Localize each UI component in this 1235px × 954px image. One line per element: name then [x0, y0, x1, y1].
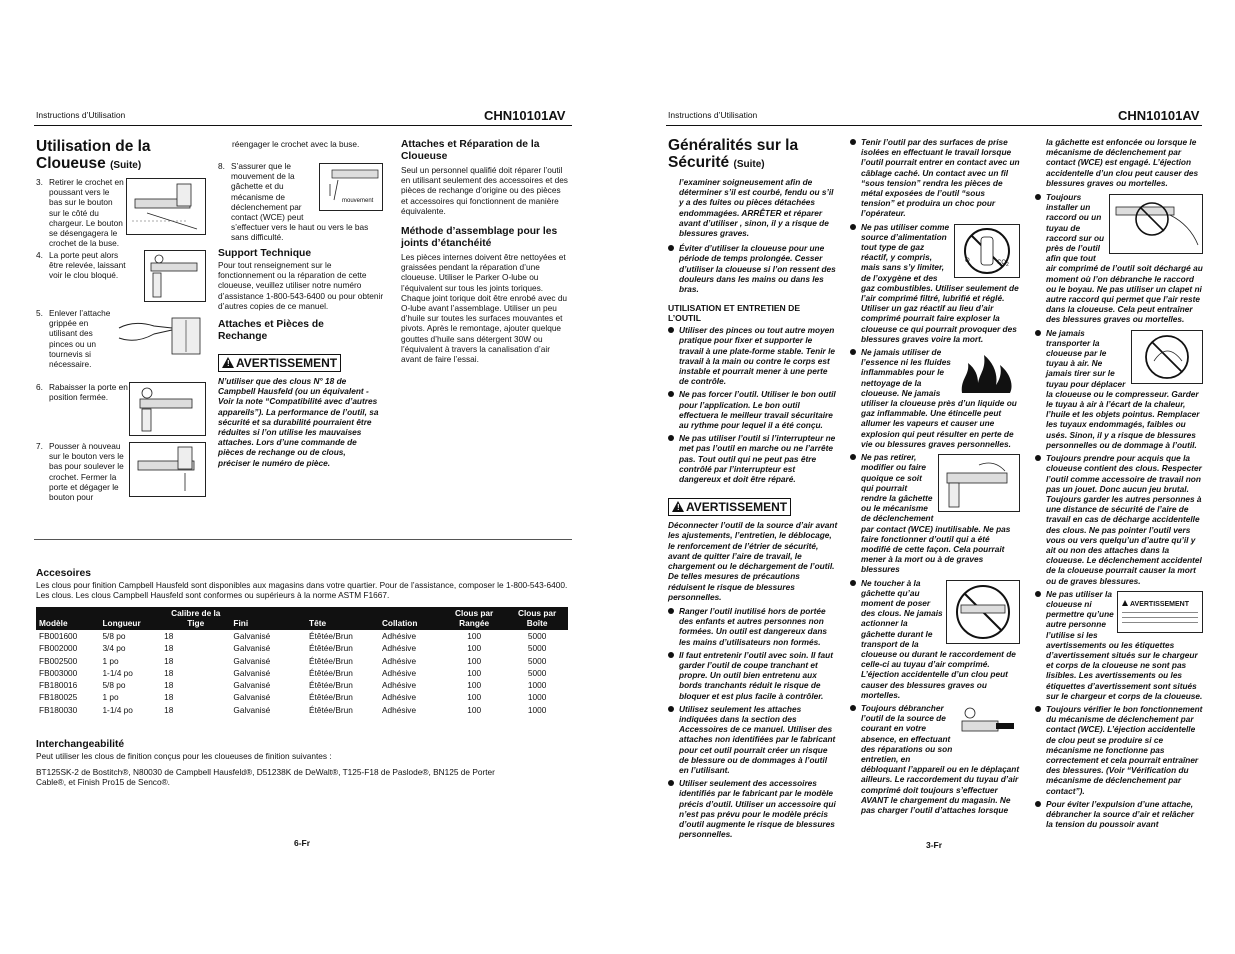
header-rule	[34, 125, 572, 126]
table-cell: Étêtée/Brun	[309, 680, 353, 691]
table-cell: Étêtée/Brun	[309, 667, 353, 678]
safety-column-1	[668, 137, 838, 842]
table-cell: 100	[467, 631, 482, 641]
page-header: Instructions d’Utilisation	[36, 110, 126, 120]
table-cell: 100	[467, 692, 482, 703]
table-cell: 1-1/4 po	[102, 704, 133, 715]
table-header-cell: Modèle	[36, 607, 99, 630]
table-row	[36, 691, 568, 703]
table-cell: Galvanisé	[233, 655, 271, 666]
table-cell: Adhésive	[381, 643, 417, 654]
table-cell: FB180016	[39, 680, 78, 691]
bullet-item: Ne pas retirer, modifier ou faire quoique ce soit qui pourrait rendre la gâchette ou le mécanisme de déclenchement par contact (WCE) inutilisable. Ne pas faire fonctionner d’outil qui a été modifié de cette façon. Cela pourrait mener à la mort ou à de graves blessures	[850, 452, 1020, 574]
bullet-item: Toujours vérifier le bon fonctionnement du mécanisme de déclenchement par contact (WCE). L’éjection accidentelle de clou peut se produire si ce mécanisme ne fonctionne pas correctement et cela pourrait entraîner des blessures. (Voir “Vérification du mécanisme de déclenchement par contact”).	[1035, 704, 1203, 796]
bullet-item: Ne toucher à la gâchette qu’au moment de poser des clous. Ne jamais actionner la gâchette durant le transport de la cloueuse ou durant le raccordement de celle-ci au tuyau d’air comprimé. L’éjection accidentelle d’un clou peut causer des blessures graves ou mortelles.	[850, 578, 1020, 700]
movement-label: mouvement	[342, 198, 374, 204]
table-cell: Galvanisé	[233, 631, 271, 641]
nailer-trigger-icon	[938, 454, 1020, 512]
table-cell: 100	[467, 704, 482, 715]
model-number: CHN10101AV	[1118, 108, 1200, 123]
nailer-figure-6	[129, 382, 206, 436]
page-number: 6-Fr	[294, 838, 311, 848]
table-cell: Étêtée/Brun	[309, 631, 353, 641]
bullet-item: Ne jamais transporter la cloueuse par le tuyau à air. Ne jamais tirer sur le tuyau pour déplacer la cloueuse ou le compresseur. Garder le tuyau à air à l’écart de la chaleur, l’huile et les objets pointus. Remplacer les tuyaux endommagés, faibles ou usés. Sinon, il y a risque de blessures personnelles ou de dommage à l’outil.	[1035, 328, 1203, 450]
table-cell: 1000	[527, 704, 547, 715]
table-cell: FB003000	[39, 667, 78, 678]
warning-badge: ! AVERTISSEMENT	[668, 498, 791, 516]
table-cell: 5/8 po	[102, 631, 126, 641]
warning-icon	[1122, 600, 1128, 606]
support-text: Pour tout renseignement sur le fonctionnement ou la réparation de cette cloueuse, veuillez utiliser notre numéro d’assistance 1-800-543-6400 ou pour obtenir d’autres copies de ce manuel.	[218, 260, 384, 311]
interchangeability-section	[36, 739, 570, 792]
interchangeability-text: Peut utiliser les clous de finition conçus pour les cloueuses de finition suivantes :	[36, 751, 332, 761]
table-cell: 3/4 po	[102, 643, 126, 654]
table-cell: Étêtée/Brun	[309, 643, 353, 654]
bullet-item: Utiliser des pinces ou tout autre moyen pratique pour fixer et supporter le travail à une plate-forme stable. Tenir le travail à la main ou contre le corps est instable et pourrait mener à une perte de contrôle.	[668, 325, 838, 386]
table-header-cell: Clous par Boîte	[506, 607, 568, 630]
table-cell: Étêtée/Brun	[309, 655, 353, 666]
table-cell: Étêtée/Brun	[309, 692, 353, 703]
support-section	[218, 248, 384, 472]
pliers-figure-5	[114, 310, 204, 358]
oxygen-label: O	[965, 257, 970, 264]
warning-icon: !	[672, 501, 684, 512]
table-cell: Adhésive	[381, 704, 417, 715]
bullet-item: Éviter d’utiliser la cloueuse pour une période de temps prolongée. Cesser d’utiliser la cloueuse si l’on ressent des douleurs dans les mains ou dans les bras.	[668, 243, 838, 294]
table-cell: 1000	[527, 692, 547, 703]
table-cell: 18	[164, 692, 174, 703]
repair-section	[401, 139, 569, 368]
section-title: Utilisation de la Cloueuse (Suite)	[36, 138, 151, 172]
warning-badge: ! AVERTISSEMENT	[218, 354, 341, 372]
table-cell: Galvanisé	[233, 704, 271, 715]
table-cell: 100	[467, 680, 482, 691]
table-cell: Galvanisé	[233, 692, 271, 703]
table-cell: Adhésive	[381, 667, 417, 678]
table-cell: FB180025	[39, 692, 78, 703]
header-rule	[666, 125, 1202, 126]
warning-text: Déconnecter l’outil de la source d’air avant les ajustements, l’entretien, le déblocage, le renforcement de l’étrier de sécurité, avant de quitter l’aire de travail, le chargement ou le déchargement de l’outil. De telles mesures de précautions réduisent le risque de blessures personnelles.	[668, 520, 838, 602]
trigger-movement-figure	[319, 163, 383, 211]
table-cell: Étêtée/Brun	[309, 704, 353, 715]
support-title: Support Technique	[218, 248, 312, 259]
model-number: CHN10101AV	[484, 108, 566, 123]
warning-icon: !	[222, 357, 234, 368]
table-row	[36, 655, 568, 667]
table-header-row	[36, 607, 568, 630]
bullet-item: Ne jamais utiliser de l’essence ni les fluides inflammables pour le nettoyage de la cloueuse. Ne jamais utiliser la cloueuse près d’un liquide ou gaz inflammable. Une étincelle peut allumer les vapeurs et causer une explosion qui peut résulter en perte de vie ou blessures graves personnelles.	[850, 347, 1020, 449]
safety-column-2	[850, 137, 1020, 818]
bullet-item: Toujours installer un raccord ou un tuyau de raccord sur ou près de l’outil afin que tout air comprimé de l’outil soit déchargé au moment où l’on débranche le raccord ou le boyau. Ne pas utiliser un clapet ni autre raccord qui permet que l’air reste dans la cloueuse. Cela peut entraîner des blessures graves ou mortelles.	[1035, 192, 1203, 325]
table-cell: 1 po	[102, 655, 119, 666]
bullet-item: Ne pas utiliser l’outil si l’interrupteur ne met pas l’outil en marche ou ne l’arrête pas. Tout outil qui ne peut pas être contrôlé par l’interrupteur est dangereux et doit être réparé.	[668, 433, 838, 484]
bullet-item: Toujours débrancher l’outil de la source de courant en votre absence, en effectuant des réparations ou son entretien, en débloquant l’appareil ou en le déplaçant ailleurs. Le raccordement du tuyau d’air comprimé doit toujours s’effectuer AVANT le chargement du magasin. Ne pas charger l’outil d’attaches lorsque	[850, 703, 1020, 815]
accessories-title: Accesoires	[36, 568, 91, 579]
table-cell: FB180030	[39, 704, 78, 715]
table-cell: 1-1/4 po	[102, 667, 133, 678]
table-cell: 5000	[527, 655, 547, 666]
table-cell: 5000	[527, 643, 547, 654]
interchangeability-title: Interchangeabilité	[36, 739, 125, 750]
table-cell: Galvanisé	[233, 680, 271, 691]
accessories-section	[36, 568, 570, 604]
table-cell: 5000	[527, 631, 547, 641]
table-header-cell: Calibre de la Tige	[161, 607, 230, 630]
no-hose-carry-icon	[1131, 330, 1203, 384]
compatible-models-text: BT125SK-2 de Bostitch®, N80030 de Campbell Hausfeld®, D51238K de DeWalt®, T125-F18 de Paslode®, BN125 de Porter Cable®, et Finish Pro15 de Senco®.	[36, 767, 495, 788]
table-header-cell: Longueur	[99, 607, 161, 630]
table-cell: 18	[164, 704, 174, 715]
table-cell: 18	[164, 680, 174, 691]
table-cell: Galvanisé	[233, 667, 271, 678]
section-divider	[34, 539, 572, 540]
page-header: Instructions d’Utilisation	[668, 110, 758, 120]
accessories-text: Les clous pour finition Campbell Hausfeld sont disponibles aux magasins dans votre quartier. Pour de l’assistance, composer le 1-800-543-6400. Les clous. Les clous Campbell Hausfeld sont conformes ou supérieurs à la norme ASTM F1667.	[36, 580, 568, 601]
no-finger-trigger-icon	[946, 580, 1020, 644]
air-fitting-icon	[1109, 194, 1203, 254]
bullet-item: Utilisez seulement les attaches indiquées dans la section des Accessoires de ce manuel. Utiliser des attaches non identifiées par le fabricant pour cet outil pourrait créer un risque de blessure ou de dommages à l’outil en l’utilisant.	[668, 704, 838, 775]
page-number: 3-Fr	[926, 840, 943, 850]
intro-text: l’examiner soigneusement afin de déterminer s’il est courbé, fendu ou s’il y a des fuites ou pièces détachées endommagées. ARRÊTER et réparer avant d’utiliser , sinon, il y a risque de blessures graves.	[679, 177, 834, 239]
table-row	[36, 704, 568, 716]
nailer-figure-4	[144, 250, 206, 302]
table-header-cell: Collation	[379, 607, 442, 630]
co2-label: $CO_2$	[997, 259, 1009, 268]
bullet-item: Toujours prendre pour acquis que la cloueuse contient des clous. Respecter l’outil comme accessoire de travail non pas un jouet. Donc aucun jeu brutal. Toujours garder les autres personnes à une distance de sécurité de l’aire de travail en cas de décharge accidentelle des clous. Ne pas pointer l’outil vers vous ou vers quelqu’un d’autre qu’il y ait ou non des attaches dans la cloueuse. Le déclenchement accidentel de la cloueuse pourrait causer la mort ou de graves blessures.	[1035, 453, 1203, 586]
bullet-item: O $CO_2$ Ne pas utiliser comme source d’alimentation tout type de gaz réactif, y compris, mais sans s’y limiter, de l’oxygène et des gaz combustibles. Utiliser seulement de l’air comprimé filtré, lubrifié et réglé. Utiliser un gaz réactif au lieu d’air comprimé pourrait faire exploser la cloueuse ce qui pourrait provoquer des blessures graves voire la mort.	[850, 222, 1020, 344]
repair-title: Attaches et Réparation de la Cloueuse	[401, 139, 540, 162]
table-row	[36, 667, 568, 679]
section-title: Généralités sur la Sécurité (Suite)	[668, 137, 799, 171]
bullet-item: Pour éviter l’expulsion d’une attache, débrancher la source d’air et relâcher la tension du poussoir avant	[1035, 799, 1203, 830]
table-cell: FB002500	[39, 655, 78, 666]
nailer-figure-3	[126, 178, 206, 235]
right-page	[630, 0, 1235, 954]
table-cell: 18	[164, 643, 174, 654]
table-cell: Galvanisé	[233, 643, 271, 654]
no-gas-icon	[954, 224, 1020, 278]
warning-text: N’utiliser que des clous N° 18 de Campbell Hausfeld (ou un équivalent - Voir la note “Compatibilité avec d’autres appareils”). La performance de l’outil, sa sécurité et sa durabilité pourraient être réduites si l’on utilise les mauvaises attaches. Lors d’une commande de pièces de rechange ou de clous, préciser le numéro de pièce.	[218, 376, 379, 468]
table-cell: 18	[164, 631, 174, 641]
table-row	[36, 642, 568, 654]
bullet-item: Ranger l’outil inutilisé hors de portée des enfants et autres personnes non formées. Un outil est dangereux dans les mains d’utilisateurs non formés.	[668, 606, 838, 647]
section-title-block	[36, 138, 206, 174]
warning-label-icon: AVERTISSEMENT	[1117, 591, 1203, 633]
table-cell: 1000	[527, 680, 547, 691]
table-cell: 100	[467, 643, 482, 654]
table-header-cell: Tête	[306, 607, 379, 630]
safety-column-3	[1035, 137, 1203, 832]
table-cell: 100	[467, 667, 482, 678]
accessories-table	[36, 607, 568, 716]
oring-text: Les pièces internes doivent être nettoyées et graissées pendant la réparation d’une cloueuse. Utiliser le Parker O-lube ou l’équivalent sur tous les joints toriques. Chaque joint torique doit être enrobé avec du O-lube avant l’assemblage. Utiliser un peu d’huile sur toutes les surfaces mouvantes et pivots. Après le remontage, ajouter quelque gouttes d’huile sans détergent 30W ou l’équivalent à travers la canalisation d’air avant de faire l’essai.	[401, 252, 568, 365]
table-header-cell: Fini	[230, 607, 306, 630]
nailer-figure-7	[129, 442, 206, 497]
parts-title: Attaches et Pièces de Rechange	[218, 319, 324, 343]
step-7-continued: réengager le crochet avec la buse.	[232, 139, 360, 149]
table-cell: 1 po	[102, 692, 119, 703]
step-3: 3. Retirer le crochet en poussant vers le bas sur le bouton sur le côté du chargeur. Le bouton se désengagera le crochet de la buse.	[36, 177, 124, 249]
bullet-item: Utiliser seulement des accessoires identifiés par le fabricant par le modèle précis d’outil. Utiliser un accessoire qui n’est pas prévu pour le modèle précis d’outil augmente le risque de blessures personnelles.	[668, 778, 838, 839]
table-cell: 5/8 po	[102, 680, 126, 691]
usage-heading: UTILISATION ET ENTRETIEN DE L’OUTIL	[668, 303, 801, 324]
table-cell: FB001600	[39, 631, 78, 641]
bullet-item: Tenir l’outil par des surfaces de prise isolées en effectuant le travail lorsque l’outil pourrait entrer en contact avec un câblage caché. Un contact avec un fil “sous tension” rendra les pièces de métal exposées de l’outil “sous tension” et produira un choc pour l’opérateur.	[850, 137, 1020, 219]
table-cell: 100	[467, 655, 482, 666]
table-cell: Adhésive	[381, 680, 417, 691]
left-page: Instructions d’Utilisation CHN10101AV Utilisation de la Cloueuse (Suite) 3. Retirer le crochet en poussant vers le bas sur le bouton sur le côté du chargeur. Le bouton se désengagera le crochet de la buse. 4. La porte peut alors être relevée, laissant voir le clou bloqué. 5. Enlever l’attache grippée en utilisant des pinces ou un tournevis si nécessaire. 6. Rabaisser la porte en position fermée. 7. Pousser à nouveau sur le bouton vers le bas pour soulever le crochet. Fermer la porte et dégager le bouton pour réengager le crochet avec la buse. 8. mouvement S’assurer que le mouvement de la gâchette et du mécanisme de déclenchement par contact (WCE) peut s’effectuer vers le haut ou vers le bas sans difficulté. Support Technique Pour tout renseignement sur le fonctionnement ou la réparation de cette cloueuse, veuillez utiliser notre numéro d’assistance 1-800-543-6400 ou pour obtenir d’autres copies de ce manuel. Attaches et Pièces de Rechange ! AVERTISSEMENT N’utiliser que des clous N° 18 de Campbell Hausfeld (ou un équivalent - Voir la note “Compatibilité avec d’autres appareils”). La performance de l’outil, sa sécurité et sa durabilité pourraient être réduites si l’on utilise les mauvaises attaches. Lors d’une commande de pièces de rechange ou de clous, préciser le numéro de pièce. Attaches et Réparation de la Cloueuse Seul un personnel qualifié doit réparer l’outil en utilisant seulement des accessoires et des pièces de rechange d’origine ou des pièces et accessoires qui fonctionnent de manière équivalente. Méthode d’assemblage pour les joints d’étanchéité Les pièces internes doivent être nettoyées et graissées pendant la réparation d’une cloueuse. Utiliser le Parker O-lube ou l’équivalent sur tous les joints toriques. Chaque joint torique doit être enrobé avec du O-lube avant l’assemblage. Utiliser un peu d’huile sur toutes les surfaces mouvantes et pivots. Après le remontage, ajouter quelque gouttes d’huile sans détergent 30W ou l’équivalent à travers la canalisation d’air avant de faire l’essai. Accesoires Les clous pour finition Campbell Hausfeld sont disponibles aux magasins dans votre quartier. Pour de l’assistance, composer le 1-800-543-6400. Les clous. Les clous Campbell Hausfeld sont conformes ou supérieurs à la norme ASTM F1667. Modèle Longueur Calibre de la Tige Fini Tête Collation Clous par Rangée Clous par Boîte FB001600 5/8 po 18 Galvanisé Étêtée/Brun Adhésive 100 5000 FB002000 3/4 po 18 Galvanisé Étêtée/Brun Adhésive 100 5000 FB002500 1 po 18 Galvanisé Étêtée/Brun Adhésive 100 5000 FB003000 1-1/4 po 18 Galvanisé Étêtée/Brun Adhésive 100 5000 FB180016 5/8 po 18 Galvanisé Étêtée/Brun Adhésive 100 1000 FB180025 1 po 18 Galvanisé Étêtée/Brun Adhésive 100 1000 FB180030 1-1/4 po 18 Galvanisé Étêtée/Brun Adhésive 100 1000 Interchangeabilité Peut utiliser les clous de finition conçus pour les cloueuses de finition suivantes : BT125SK-2 de Bostitch®, N80030 de Campbell Hausfeld®, D51238K de DeWalt®, T125-F18 de Paslode®, BN125 de Porter Cable®, et Finish Pro15 de Senco®. 6-Fr	[0, 0, 600, 954]
table-cell: Adhésive	[381, 631, 417, 641]
table-body	[36, 630, 568, 716]
bullet-item: AVERTISSEMENT Ne pas utiliser la cloueuse ni permettre qu’une autre personne l’utilise si les avertissements ou les étiquettes d’avertissement situés sur le chargeur et corps de la cloueuse ne sont pas lisibles. Les avertissements ou les étiquettes d’avertissement sont situés sur le chargeur et corps de la cloueuse.	[1035, 589, 1203, 701]
table-row	[36, 630, 568, 642]
continued-text: la gâchette est enfoncée ou lorsque le mécanisme de déclenchement par contact (WCE) est engagé. L’éjection accidentelle d’un clou peut causer des blessures graves ou mortelles.	[1046, 137, 1199, 188]
disconnect-air-icon	[956, 705, 1020, 757]
table-header-cell: Clous par Rangée	[442, 607, 506, 630]
table-cell: Adhésive	[381, 692, 417, 703]
table-cell: 18	[164, 667, 174, 678]
repair-text: Seul un personnel qualifié doit réparer l’outil en utilisant seulement des accessoires et des pièces de rechange d’origine ou des pièces et accessoires qui fonctionnent de manière équivalente.	[401, 165, 568, 216]
oring-title: Méthode d’assemblage pour les joints d’étanchéité	[401, 226, 558, 250]
table-row	[36, 679, 568, 691]
table-cell: 5000	[527, 667, 547, 678]
table-cell: Adhésive	[381, 655, 417, 666]
table-cell: FB002000	[39, 643, 78, 654]
bullet-item: Il faut entretenir l’outil avec soin. Il faut garder l’outil de coupe tranchant et propre. Un outil bien entretenu aux bords tranchants réduit le risque de bloquer et est plus facile à contrôler.	[668, 650, 838, 701]
flame-icon	[956, 349, 1020, 395]
table-cell: 18	[164, 655, 174, 666]
bullet-item: Ne pas forcer l’outil. Utiliser le bon outil pour l’application. Le bon outil effectuera le meilleur travail sécuritaire au rythme pour lequel il a été conçu.	[668, 389, 838, 430]
